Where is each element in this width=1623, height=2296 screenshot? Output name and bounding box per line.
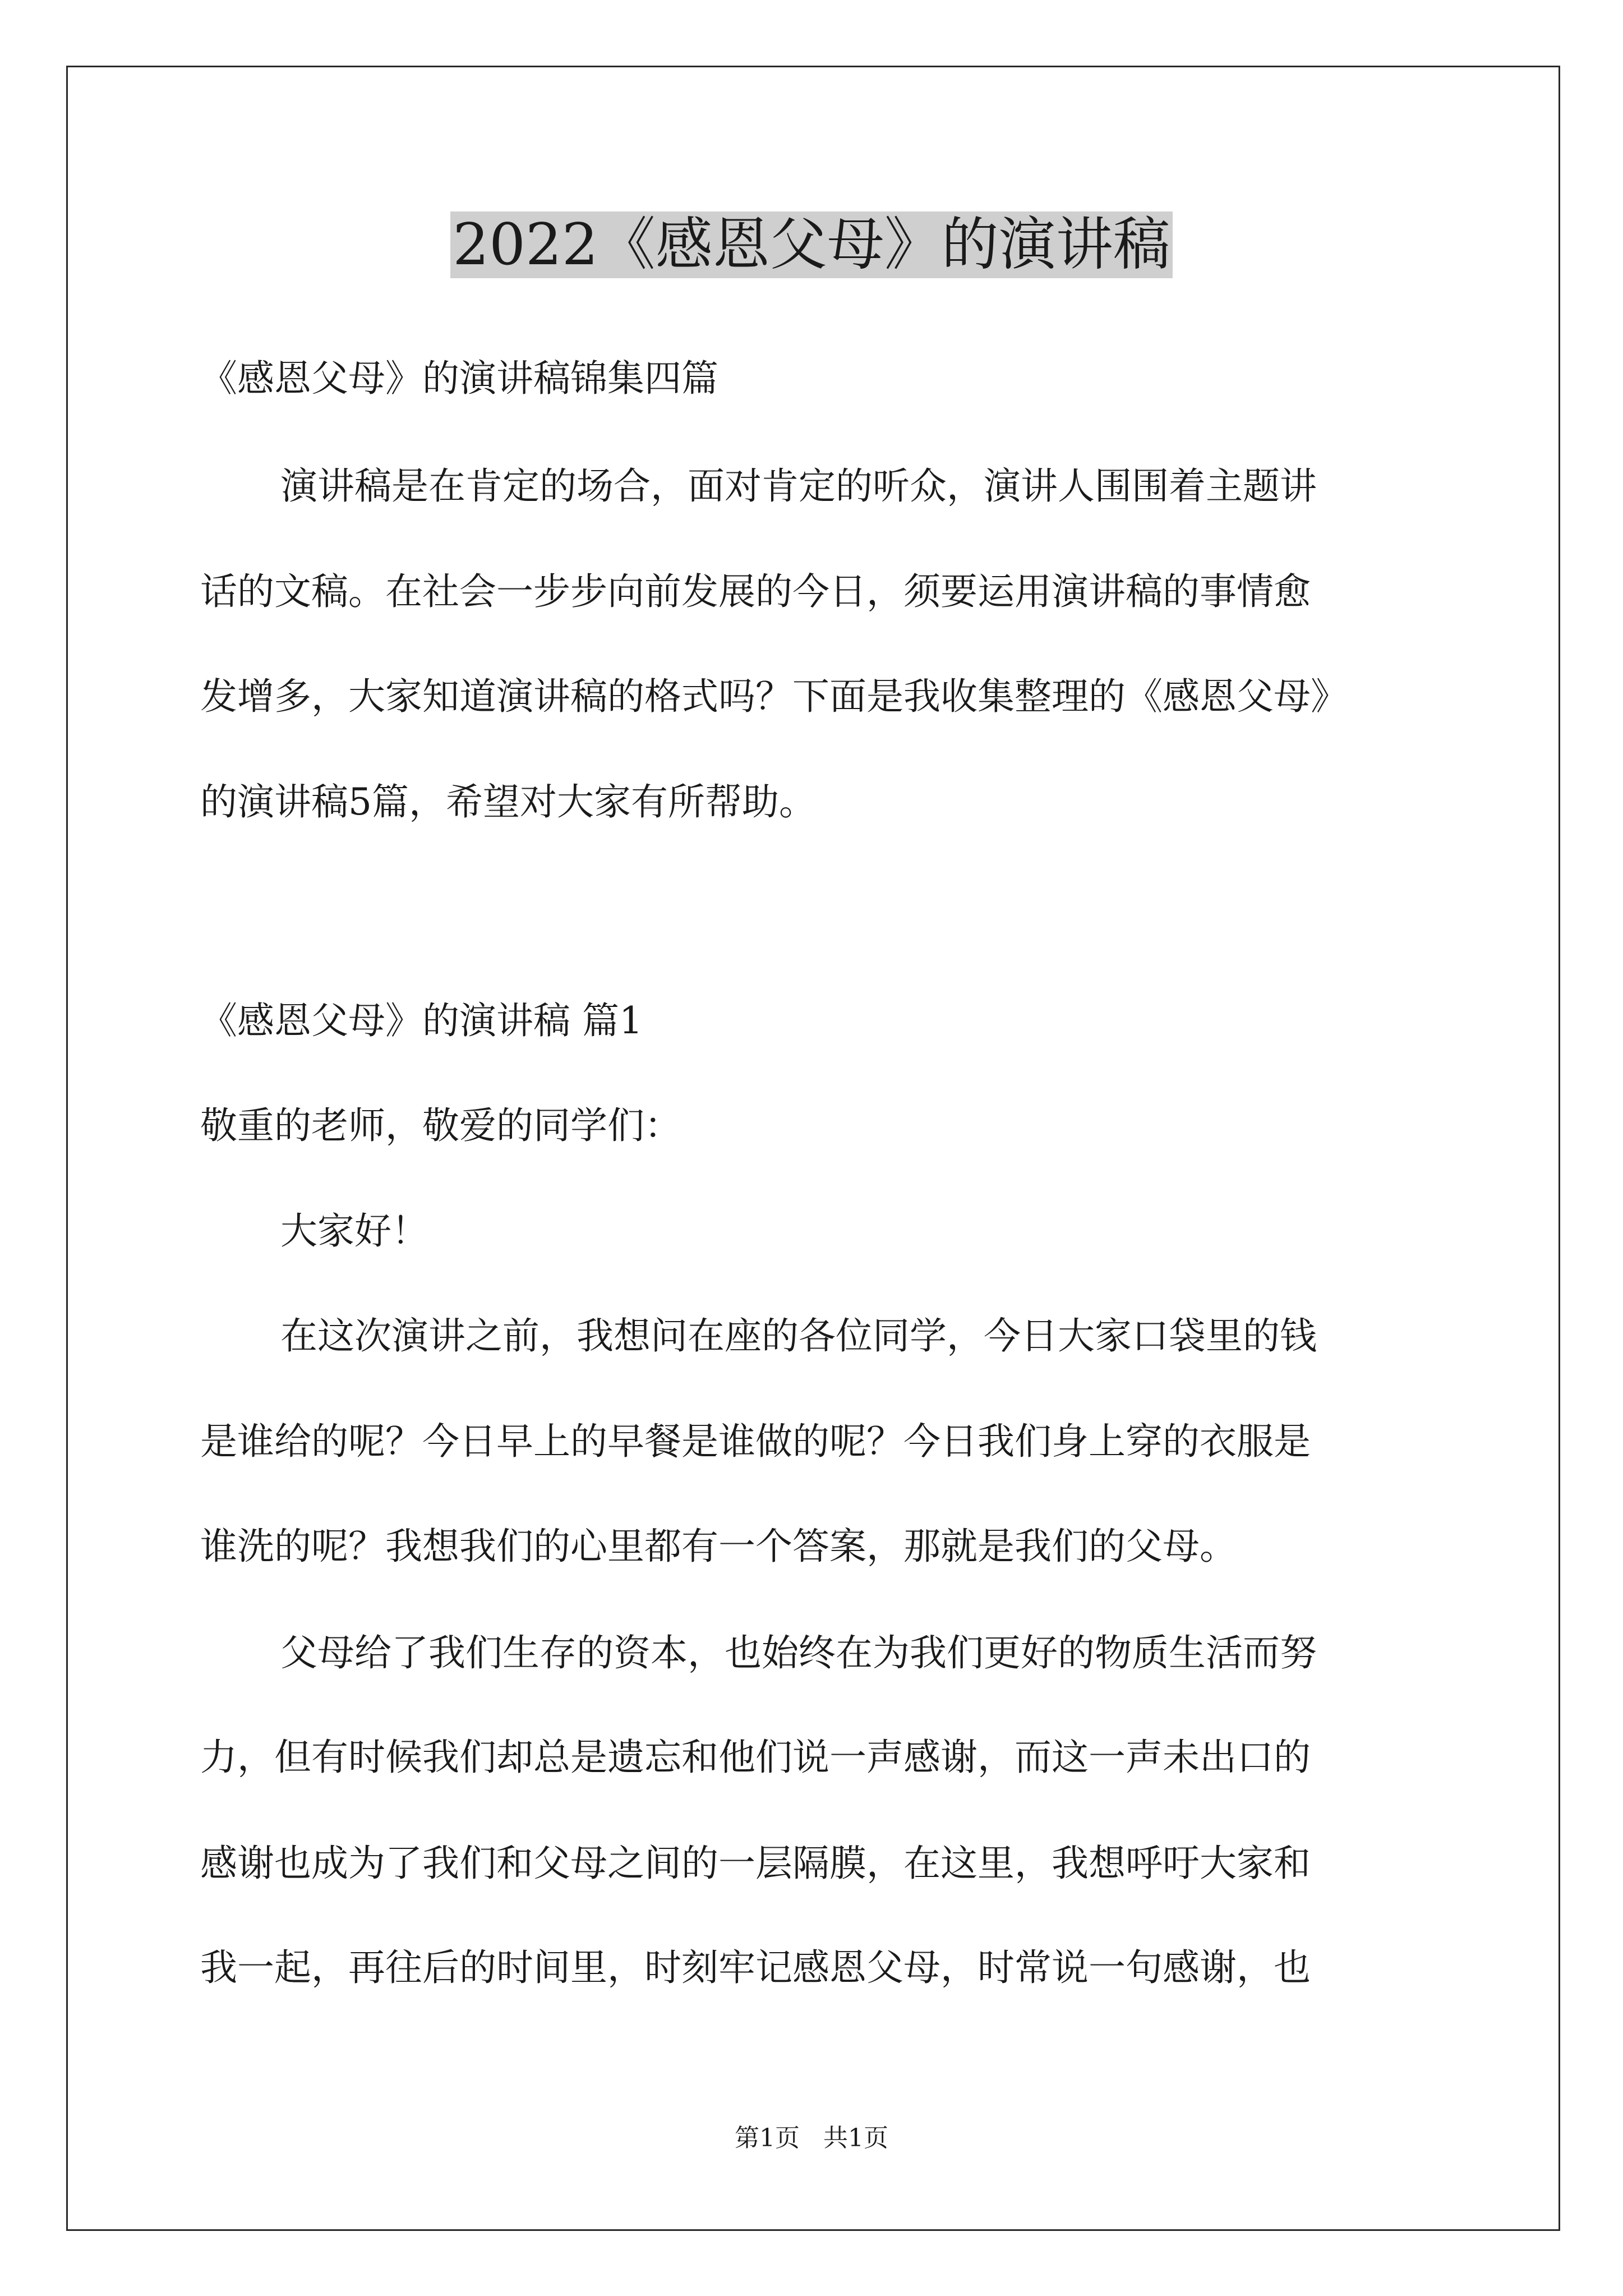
intro-line: 话的文稿。在社会一步步向前发展的今日，须要运用演讲稿的事情愈 — [200, 570, 1311, 613]
paragraph-line: 父母给了我们生存的资本，也始终在为我们更好的物质生活而努 — [280, 1631, 1317, 1674]
document-title — [0, 209, 1623, 282]
intro-line: 演讲稿是在肯定的场合，面对肯定的听众，演讲人围围着主题讲 — [280, 464, 1317, 508]
paragraph-line: 在这次演讲之前，我想问在座的各位同学，今日大家口袋里的钱 — [280, 1314, 1317, 1358]
salutation: 敬重的老师，敬爱的同学们： — [200, 1104, 681, 1147]
title-text: 2022《感恩父母》的演讲稿 — [450, 211, 1173, 278]
paragraph-line: 是谁给的呢？今日早上的早餐是谁做的呢？今日我们身上穿的衣服是 — [200, 1420, 1311, 1463]
paragraph-line: 谁洗的呢？我想我们的心里都有一个答案，那就是我们的父母。 — [200, 1525, 1237, 1568]
paragraph-line: 力，但有时候我们却总是遗忘和他们说一声感谢，而这一声未出口的 — [200, 1736, 1311, 1779]
paragraph-line: 我一起，再往后的时间里，时刻牢记感恩父母，时常说一句感谢，也 — [200, 1946, 1311, 1989]
subtitle: 《感恩父母》的演讲稿锦集四篇 — [200, 357, 718, 400]
intro-line: 发增多，大家知道演讲稿的格式吗？下面是我收集整理的《感恩父母》 — [200, 675, 1348, 718]
paragraph-line: 感谢也成为了我们和父母之间的一层隔膜，在这里，我想呼吁大家和 — [200, 1842, 1311, 1885]
intro-line: 的演讲稿5篇，希望对大家有所帮助。 — [200, 780, 816, 823]
section-heading: 《感恩父母》的演讲稿 篇1 — [200, 999, 643, 1042]
greeting: 大家好！ — [280, 1209, 428, 1253]
page-footer: 第1页 共1页 — [735, 2124, 888, 2152]
